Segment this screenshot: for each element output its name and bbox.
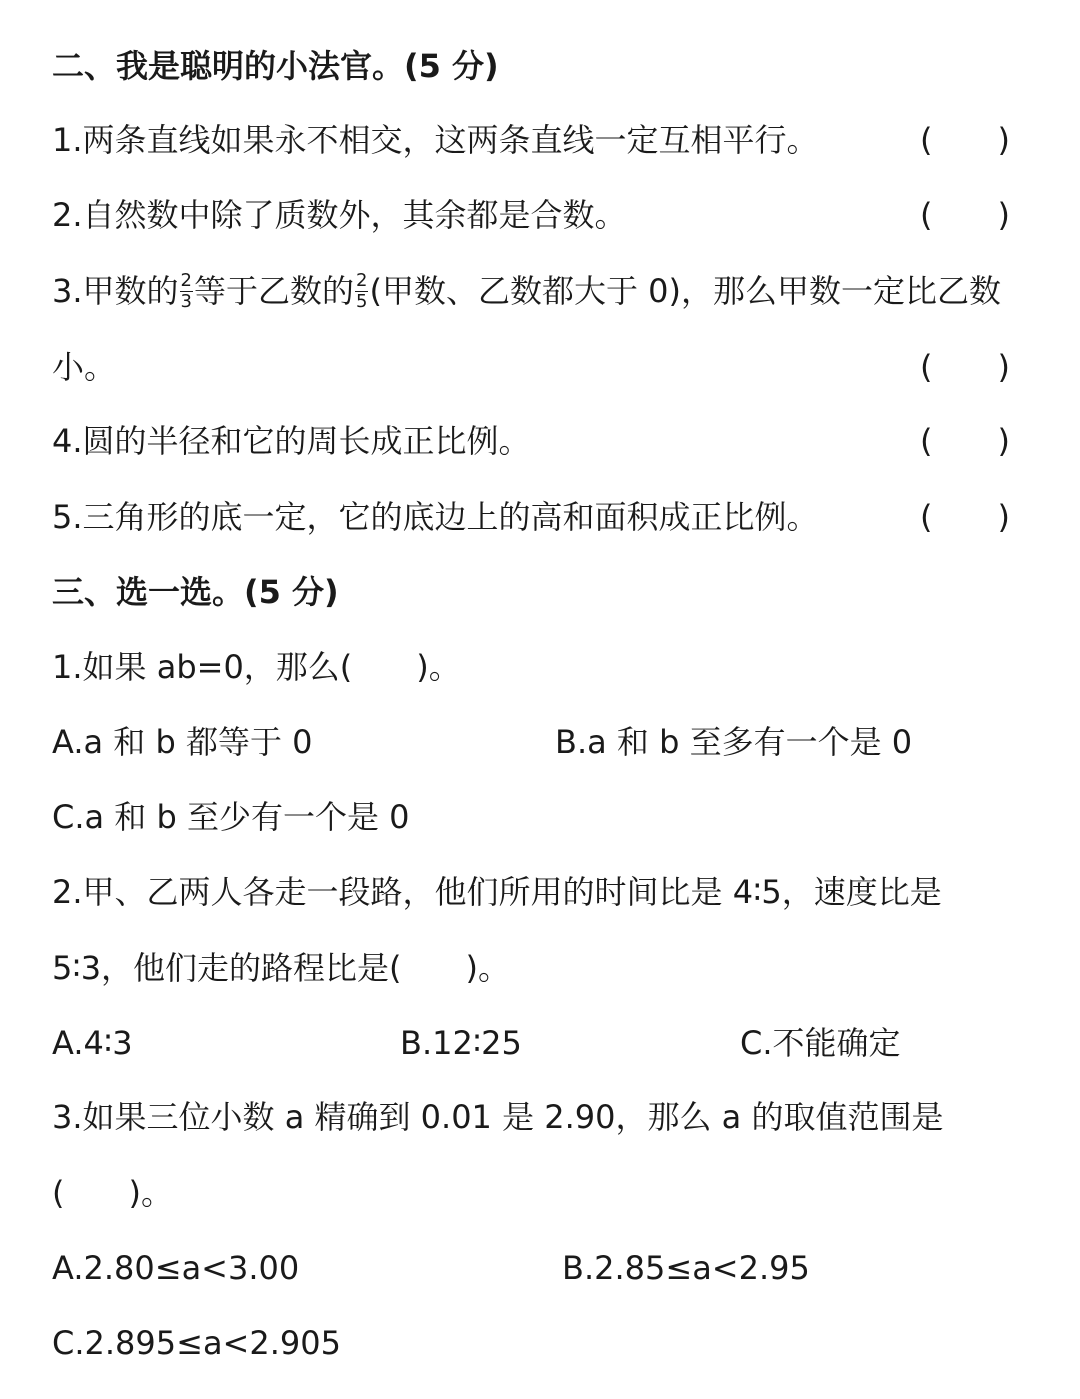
paren-open: ( — [920, 348, 933, 386]
judge-question-1: 1.两条直线如果永不相交，这两条直线一定互相平行。 — [52, 121, 819, 159]
q1-option-c[interactable]: C.a 和 b 至少有一个是 0 — [52, 798, 410, 836]
paren-open: ( — [920, 196, 933, 234]
fraction-denominator: 3 — [180, 290, 192, 312]
paren-close: ) — [997, 196, 1010, 234]
paren-open: ( — [920, 422, 933, 460]
judge-question-5: 5.三角形的底一定，它的底边上的高和面积成正比例。 — [52, 498, 819, 536]
paren-close: ) — [997, 422, 1010, 460]
paren-close: ) — [997, 121, 1010, 159]
q3-option-a[interactable]: A.2.80≤a<3.00 — [52, 1249, 300, 1287]
q3-text-part2: 等于乙数的 — [194, 272, 355, 310]
q1-option-b[interactable]: B.a 和 b 至多有一个是 0 — [555, 723, 913, 761]
q3-text-part3: (甲数、乙数都大于 0)，那么甲数一定比乙数 — [369, 272, 1001, 310]
section-2-heading: 二、我是聪明的小法官。(5 分) — [52, 47, 499, 85]
q3-text-part1: 3.甲数的 — [52, 272, 179, 310]
choice-question-2: 2.甲、乙两人各走一段路，他们所用的时间比是 4∶5，速度比是 — [52, 873, 942, 911]
answer-blank-1[interactable] — [920, 120, 1010, 160]
paren-close: ) — [997, 348, 1010, 386]
choice-question-3-continued: ( )。 — [52, 1174, 173, 1212]
answer-blank-4[interactable] — [920, 421, 1010, 461]
q2-option-b[interactable]: B.12∶25 — [400, 1024, 522, 1062]
paren-close: ) — [997, 498, 1010, 536]
choice-question-2-continued: 5∶3，他们走的路程比是( )。 — [52, 949, 511, 987]
paren-open: ( — [920, 498, 933, 536]
answer-blank-3[interactable] — [920, 347, 1010, 387]
q1-option-a[interactable]: A.a 和 b 都等于 0 — [52, 723, 313, 761]
fraction-denominator: 5 — [356, 290, 368, 312]
q3-option-b[interactable]: B.2.85≤a<2.95 — [562, 1249, 810, 1287]
fraction-two-fifths — [355, 271, 368, 312]
judge-question-3 — [52, 271, 1001, 314]
fraction-numerator: 2 — [180, 269, 192, 291]
q2-option-a[interactable]: A.4∶3 — [52, 1024, 133, 1062]
choice-question-3: 3.如果三位小数 a 精确到 0.01 是 2.90，那么 a 的取值范围是 — [52, 1098, 944, 1136]
section-3-heading: 三、选一选。(5 分) — [52, 573, 339, 611]
fraction-two-thirds — [180, 271, 193, 312]
choice-question-1: 1.如果 ab=0，那么( )。 — [52, 648, 461, 686]
q2-option-c[interactable]: C.不能确定 — [740, 1024, 901, 1062]
answer-blank-2[interactable] — [920, 195, 1010, 235]
judge-question-3-continued: 小。 — [52, 348, 117, 386]
judge-question-4: 4.圆的半径和它的周长成正比例。 — [52, 422, 531, 460]
answer-blank-5[interactable] — [920, 497, 1010, 537]
paren-open: ( — [920, 121, 933, 159]
fraction-numerator: 2 — [356, 269, 368, 291]
q3-option-c[interactable]: C.2.895≤a<2.905 — [52, 1324, 341, 1362]
judge-question-2: 2.自然数中除了质数外，其余都是合数。 — [52, 196, 627, 234]
